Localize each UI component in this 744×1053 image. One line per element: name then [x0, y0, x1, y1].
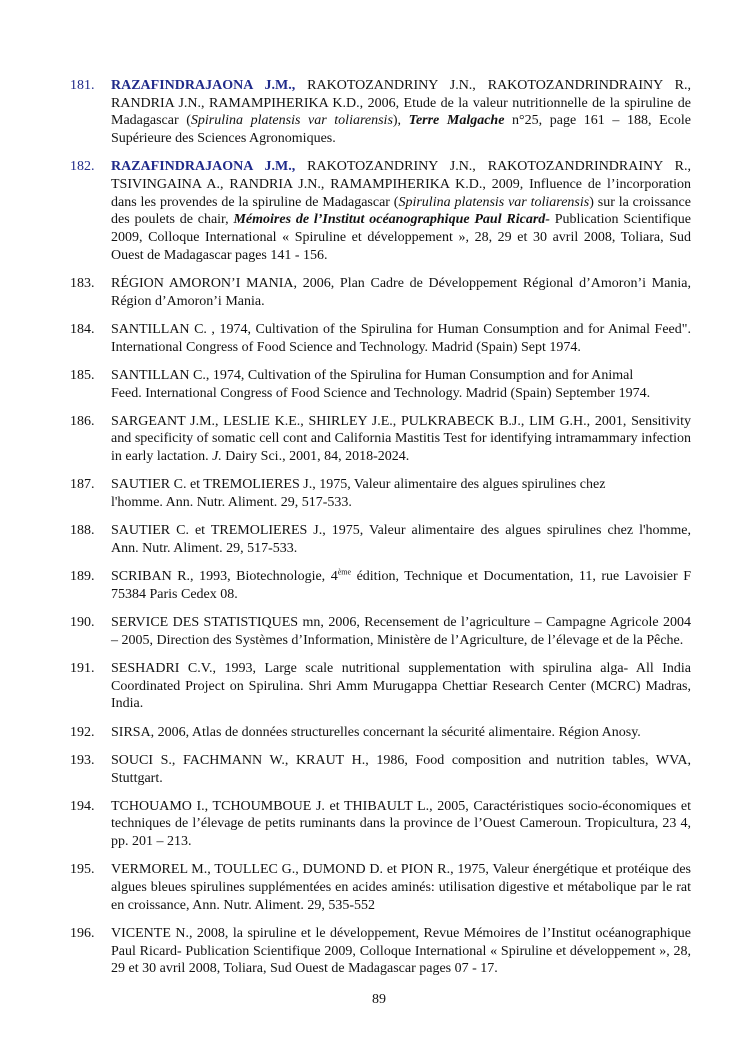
- reference-text: [111, 476, 691, 511]
- reference-segment: Spirulina platensis var toliarensis: [190, 113, 393, 129]
- reference-entry: [70, 925, 691, 978]
- reference-entry: [70, 614, 691, 649]
- reference-segment: J.: [212, 449, 222, 465]
- reference-segment: RÉGION AMORON’I MANIA, 2006, Plan Cadre de Développement Régional d’Amoron’i Mania, Région d’Amoron’i Mania.: [111, 276, 691, 309]
- reference-segment: SESHADRI C.V., 1993, Large scale nutritional supplementation with spirulina alga- All India Coordinated Project on Spirulina. Shri Amm Murugappa Chettiar Research Center (MCRC) Madras, India.: [111, 660, 691, 712]
- reference-text: [111, 158, 691, 264]
- reference-number: 182.: [70, 159, 95, 175]
- reference-segment: SARGEANT J.M., LESLIE K.E., SHIRLEY J.E., PULKRABECK B.J., LIM G.H., 2001, Sensitivity and specificity of somatic cell cont and California Mastitis Test for identifying intramammary infection in early lactation.: [111, 413, 691, 465]
- reference-segment: VICENTE N., 2008, la spiruline et le développement, Revue Mémoires de l’Institut océanographique Paul Ricard- Publication Scientifique 2009, Colloque International « Spiruline et développement », 28, 29 et 30 avril 2008, Toliara, Sud Ouest de Madagascar pages 07 - 17.: [111, 925, 691, 977]
- reference-entry: [70, 275, 691, 310]
- reference-number: 193.: [70, 752, 95, 768]
- reference-number: 190.: [70, 615, 95, 631]
- reference-segment: Spirulina platensis var toliarensis: [398, 194, 590, 210]
- reference-number: 189.: [70, 569, 95, 585]
- reference-segment: SAUTIER C. et TREMOLIERES J., 1975, Valeur alimentaire des algues spirulines chez l'homme, Ann. Nutr. Aliment. 29, 517-533.: [111, 523, 691, 556]
- reference-entry: [70, 752, 691, 787]
- reference-number: 186.: [70, 413, 95, 429]
- reference-entry: [70, 367, 691, 402]
- reference-number: 183.: [70, 276, 95, 292]
- reference-entry: [70, 413, 691, 466]
- reference-entry: [70, 861, 691, 914]
- author-highlight: RAZAFINDRAJAONA J.M.,: [111, 159, 296, 175]
- reference-number: 195.: [70, 862, 95, 878]
- reference-segment: TCHOUAMO I., TCHOUMBOUE J. et THIBAULT L., 2005, Caractéristiques socio-économiques et techniques de l’élevage de petits ruminants dans la province de l’Ouest Cameroun. Tropicultura, 23 4, pp. 201 – 213.: [111, 798, 691, 850]
- reference-entry: [70, 798, 691, 851]
- reference-entry: [70, 158, 691, 264]
- reference-segment: Publication Scientifique 2009, Colloque International « Spiruline et développement », 28, 29 et 30 avril 2008, Toliara, Sud Ouest de Madagascar pages 141 - 156.: [111, 212, 692, 263]
- reference-entry: [70, 522, 691, 557]
- reference-segment: n°25, page 161 – 188, Ecole Supérieure des Sciences Agronomiques.: [111, 113, 691, 147]
- reference-entry: [70, 476, 691, 511]
- reference-entry: [70, 321, 691, 356]
- reference-number: 188.: [70, 523, 95, 539]
- reference-segment: RAKOTOZANDRINY J.N., RAKOTOZANDRINDRAINY R., RANDRIA J.N., RAMAMPIHERIKA K.D., 2006, Etude de la valeur nutritionnelle de la spiruline de Madagascar (: [111, 78, 691, 129]
- reference-segment: ème: [337, 567, 352, 577]
- reference-number: 194.: [70, 798, 95, 814]
- reference-number: 187.: [70, 477, 95, 493]
- reference-text: [111, 614, 691, 649]
- reference-segment: l'homme. Ann. Nutr. Aliment. 29, 517-533.: [111, 495, 352, 511]
- journal-title: Terre Malgache: [408, 113, 505, 129]
- reference-entry: [70, 660, 691, 713]
- reference-segment: Dairy Sci., 2001, 84, 2018-2024.: [221, 449, 410, 465]
- reference-text: [111, 522, 691, 557]
- reference-text: [111, 413, 691, 466]
- reference-segment: SERVICE DES STATISTIQUES mn, 2006, Recensement de l’agriculture – Campagne Agricole 2004 – 2005, Direction des Systèmes d’Information, Ministère de l’Agriculture, de l’élevage et de la Pêche.: [111, 615, 691, 648]
- reference-text: [111, 925, 691, 978]
- reference-segment: VERMOREL M., TOULLEC G., DUMOND D. et PION R., 1975, Valeur énergétique et protéique des algues bleues spirulines supplémentées en acides aminés: utilisation digestive et métabolique par le rat en croissance, Ann. Nutr. Aliment. 29, 535-552: [111, 862, 691, 913]
- reference-number: 185.: [70, 367, 95, 383]
- reference-segment: édition, Technique et Documentation, 11, rue Lavoisier F 75384 Paris Cedex 08.: [111, 569, 691, 602]
- reference-segment: SAUTIER C. et TREMOLIERES J., 1975, Valeur alimentaire des algues spirulines chez: [111, 477, 606, 493]
- reference-entry: [70, 568, 691, 603]
- reference-segment: ),: [392, 113, 409, 129]
- reference-segment: SCRIBAN R., 1993, Biotechnologie, 4: [111, 569, 338, 585]
- reference-text: [111, 77, 691, 148]
- reference-text: [111, 568, 691, 603]
- reference-entry: [70, 724, 691, 742]
- reference-list: [70, 77, 691, 989]
- reference-text: [111, 861, 691, 914]
- reference-segment: SANTILLAN C. , 1974, Cultivation of the Spirulina for Human Consumption and for Animal Feed". International Congress of Food Science and Technology. Madrid (Spain) Sept 1974.: [111, 321, 691, 355]
- reference-segment: Feed. International Congress of Food Science and Technology. Madrid (Spain) September 1974.: [111, 385, 651, 401]
- reference-segment: RAKOTOZANDRINY J.N., RAKOTOZANDRINDRAINY R., TSIVINGAINA A., RANDRIA J.N., RAMAMPIHERIKA K.D., 2009, Influence de l’incorporation dans les provendes de la spiruline de Madagascar (: [111, 159, 691, 210]
- reference-number: 181.: [70, 78, 95, 93]
- reference-number: 184.: [70, 321, 95, 337]
- reference-text: [111, 321, 691, 356]
- reference-segment: SIRSA, 2006, Atlas de données structurelles concernant la sécurité alimentaire. Région Anosy.: [111, 724, 641, 740]
- reference-number: 191.: [70, 660, 95, 676]
- reference-text: [111, 660, 691, 713]
- reference-text: [111, 367, 691, 402]
- reference-segment: SOUCI S., FACHMANN W., KRAUT H., 1986, Food composition and nutrition tables, WVA, Stuttgart.: [111, 752, 691, 786]
- reference-text: [111, 724, 691, 742]
- reference-number: 196.: [70, 925, 95, 941]
- reference-number: 192.: [70, 724, 95, 740]
- reference-text: [111, 798, 691, 851]
- page-number: 89: [372, 992, 386, 1007]
- reference-segment: SANTILLAN C., 1974, Cultivation of the Spirulina for Human Consumption and for Animal: [111, 367, 634, 383]
- journal-title: Mémoires de l’Institut océanographique Paul Ricard-: [233, 212, 550, 228]
- reference-text: [111, 752, 691, 787]
- reference-entry: [70, 77, 691, 148]
- reference-segment: ) sur la croissance des poulets de chair,: [111, 194, 691, 228]
- author-highlight: RAZAFINDRAJAONA J.M.,: [111, 78, 296, 93]
- reference-text: [111, 275, 691, 310]
